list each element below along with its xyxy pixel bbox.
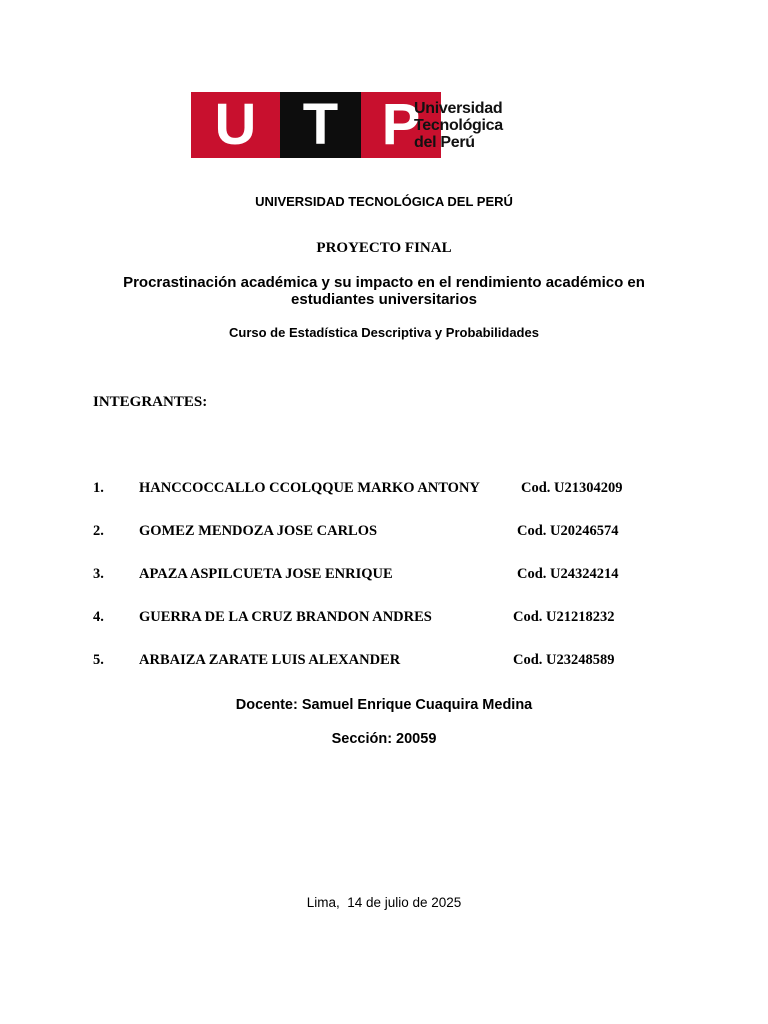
member-number: 4. — [93, 609, 104, 625]
section: Sección: 20059 — [331, 731, 437, 747]
member-row — [93, 523, 653, 541]
date-place: Lima, 14 de julio de 2025 — [306, 895, 462, 910]
member-code: Cod. U20246574 — [517, 523, 619, 539]
university-name: UNIVERSIDAD TECNOLÓGICA DEL PERÚ — [255, 194, 513, 209]
course-name: Curso de Estadística Descriptiva y Probabilidades — [229, 325, 539, 340]
members-heading: INTEGRANTES: — [93, 394, 208, 410]
thesis-title-line-2: estudiantes universitarios — [291, 291, 477, 308]
instructor: Docente: Samuel Enrique Cuaquira Medina — [235, 697, 533, 713]
member-code: Cod. U21304209 — [521, 480, 623, 496]
member-code: Cod. U21218232 — [513, 609, 615, 625]
member-row — [93, 566, 653, 584]
thesis-title-line-1: Procrastinación académica y su impacto en el rendimiento académico en — [123, 274, 645, 291]
utp-logo — [191, 92, 513, 158]
member-name: APAZA ASPILCUETA JOSE ENRIQUE — [139, 566, 393, 582]
logo-letter-p: P — [361, 92, 441, 158]
member-name: GOMEZ MENDOZA JOSE CARLOS — [139, 523, 378, 539]
thesis-title — [0, 274, 768, 308]
member-number: 2. — [93, 523, 104, 539]
member-row — [93, 652, 653, 670]
logo-wordmark — [414, 100, 503, 151]
member-number: 1. — [93, 480, 104, 496]
member-code: Cod. U23248589 — [513, 652, 615, 668]
project-title: PROYECTO FINAL — [316, 240, 452, 256]
member-number: 3. — [93, 566, 104, 582]
member-number: 5. — [93, 652, 104, 668]
logo-text-line-2: Tecnológica — [414, 117, 503, 134]
logo-letter-u: U — [191, 92, 280, 158]
member-name: HANCCOCCALLO CCOLQQUE MARKO ANTONY — [139, 480, 480, 496]
member-row — [93, 480, 653, 498]
logo-text-line-3: del Perú — [414, 134, 475, 151]
member-name: GUERRA DE LA CRUZ BRANDON ANDRES — [139, 609, 432, 625]
logo-text-line-1: Universidad — [414, 100, 503, 117]
member-row — [93, 609, 653, 627]
member-code: Cod. U24324214 — [517, 566, 619, 582]
logo-letter-t: T — [280, 92, 361, 158]
member-name: ARBAIZA ZARATE LUIS ALEXANDER — [139, 652, 401, 668]
